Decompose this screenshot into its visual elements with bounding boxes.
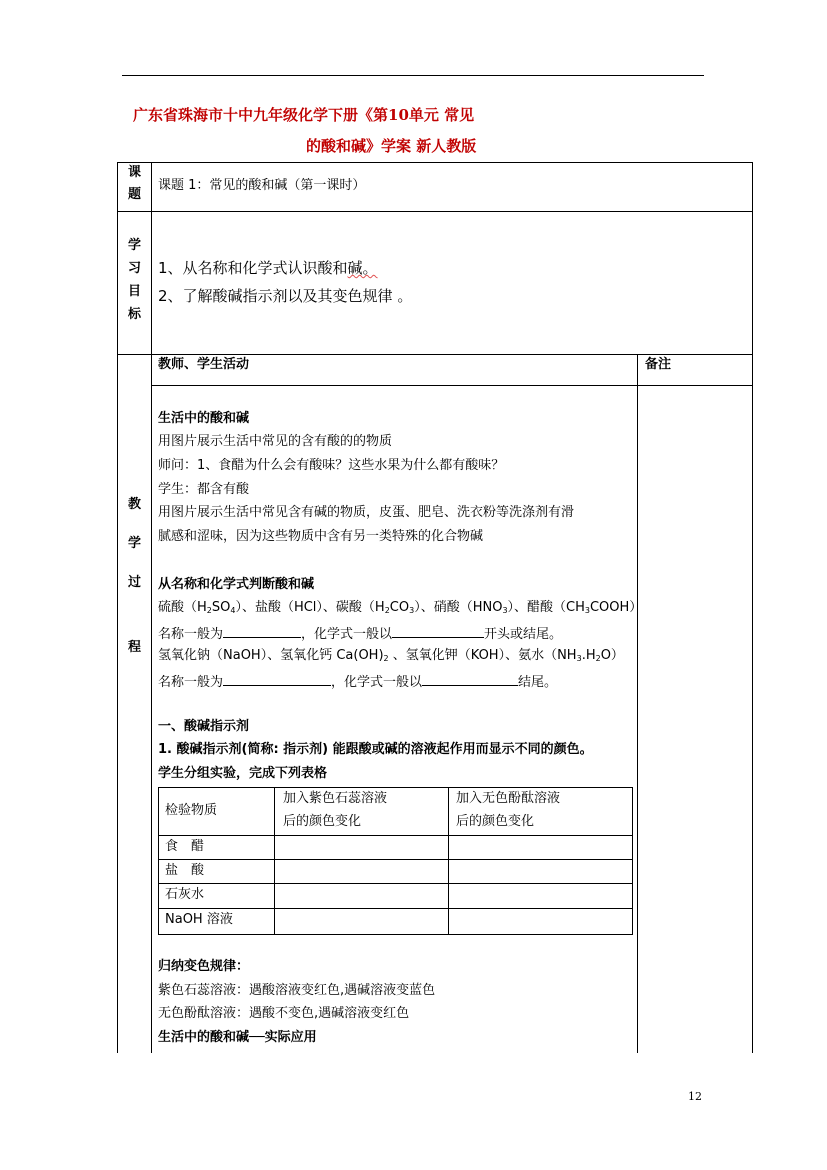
process-label-3: 过 [127, 575, 141, 590]
process-label-1: 教 [127, 497, 141, 512]
row-divider [117, 354, 752, 355]
note-header: 备注 [645, 357, 672, 372]
summary-litmus: 紫色石蕊溶液：遇酸溶液变红色,遇碱溶液变蓝色 [158, 983, 436, 998]
table-row-naoh: NaOH 溶液 [165, 912, 233, 927]
table-header-substance: 检验物质 [165, 803, 218, 818]
section-application-title: 生活中的酸和碱──实际应用 [158, 1030, 317, 1045]
page-number: 12 [688, 1090, 702, 1103]
paragraph: 师问：1、食醋为什么会有酸味？这些水果为什么都有酸味？ [158, 458, 505, 473]
activity-header: 教师、学生活动 [158, 357, 250, 372]
experiment-task: 学生分组实验，完成下列表格 [158, 766, 328, 781]
paragraph: 腻感和涩味，因为这些物质中含有另一类特殊的化合物碱 [158, 529, 484, 544]
fill-blank[interactable] [223, 673, 331, 686]
note-column-divider [637, 355, 638, 1053]
topic-text: 课题 1：常见的酸和碱（第一课时） [158, 178, 366, 193]
process-label-4: 程 [127, 640, 141, 655]
fill-blank[interactable] [392, 625, 484, 638]
section-indicator-title: 一、酸碱指示剂 [158, 719, 250, 734]
table-row-divider [158, 883, 632, 884]
paragraph: 学生：都含有酸 [158, 482, 250, 497]
fill-blank[interactable] [223, 625, 301, 638]
row-divider [151, 385, 752, 386]
table-row-limewater: 石灰水 [165, 887, 205, 902]
table-header-litmus-2: 后的颜色变化 [283, 814, 362, 829]
row-divider [117, 211, 752, 212]
goal-1: 1、从名称和化学式认识酸和碱。 [158, 259, 378, 277]
topic-label-2: 题 [127, 187, 141, 202]
table-row-divider [158, 908, 632, 909]
goal-label-3: 目 [127, 284, 141, 299]
goal-label-4: 标 [127, 307, 141, 322]
process-label-2: 学 [127, 536, 141, 551]
summary-phenol: 无色酚酞溶液：遇酸不变色,遇碱溶液变红色 [158, 1006, 410, 1021]
goal-label-2: 习 [127, 261, 141, 276]
table-row-vinegar: 食 醋 [165, 839, 205, 854]
topic-label-1: 课 [127, 165, 141, 180]
header-rule [122, 75, 704, 76]
table-header-phenol-2: 后的颜色变化 [456, 814, 535, 829]
summary-title: 归纳变色规律： [158, 959, 250, 974]
doc-title-line1: 广东省珠海市十中九年级化学下册《第10单元 常见 [133, 106, 475, 124]
acid-list: 硫酸$(H_2SO_4)$、盐酸（HCl）、碳酸$(H_2CO_3)$、硝酸$(HNO_3)$、醋酸$(CH_3COOH)$ [158, 600, 643, 615]
paragraph: 用图片展示生活中常见的含有酸的的物质 [158, 434, 393, 449]
doc-title-line2: 的酸和碱》学案 新人教版 [306, 137, 477, 155]
table-row-divider [158, 835, 632, 836]
section-life-title: 生活中的酸和碱 [158, 411, 250, 426]
table-header-litmus: 加入紫色石蕊溶液 [283, 791, 388, 806]
indicator-definition: 1. 酸碱指示剂(简称: 指示剂) 能跟酸或碱的溶液起作用而显示不同的颜色。 [158, 742, 593, 757]
fill-blank[interactable] [422, 673, 518, 686]
table-row-divider [158, 859, 632, 860]
base-rule: 名称一般为 ，化学式一般以 结尾。 [158, 675, 558, 690]
table-col-divider [274, 787, 275, 934]
goal-label-1: 学 [127, 238, 141, 253]
section-identify-title: 从名称和化学式判断酸和碱 [158, 577, 315, 592]
acid-rule: 名称一般为 ，化学式一般以 开头或结尾。 [158, 627, 563, 642]
goal-2: 2、了解酸碱指示剂以及其变色规律 。 [158, 287, 413, 305]
label-column-divider [151, 162, 152, 1053]
table-row-hcl: 盐 酸 [165, 863, 205, 878]
table-col-divider [448, 787, 449, 934]
paragraph: 用图片展示生活中常见含有碱的物质，皮蛋、肥皂、洗衣粉等洗涤剂有滑 [158, 505, 575, 520]
table-header-phenol: 加入无色酚酞溶液 [456, 791, 561, 806]
base-list: 氢氧化钠（NaOH）、氢氧化钙 $Ca(OH)_2$ 、氢氧化钾（KOH）、氨水$(NH_3.H_2O)$ [158, 648, 624, 663]
